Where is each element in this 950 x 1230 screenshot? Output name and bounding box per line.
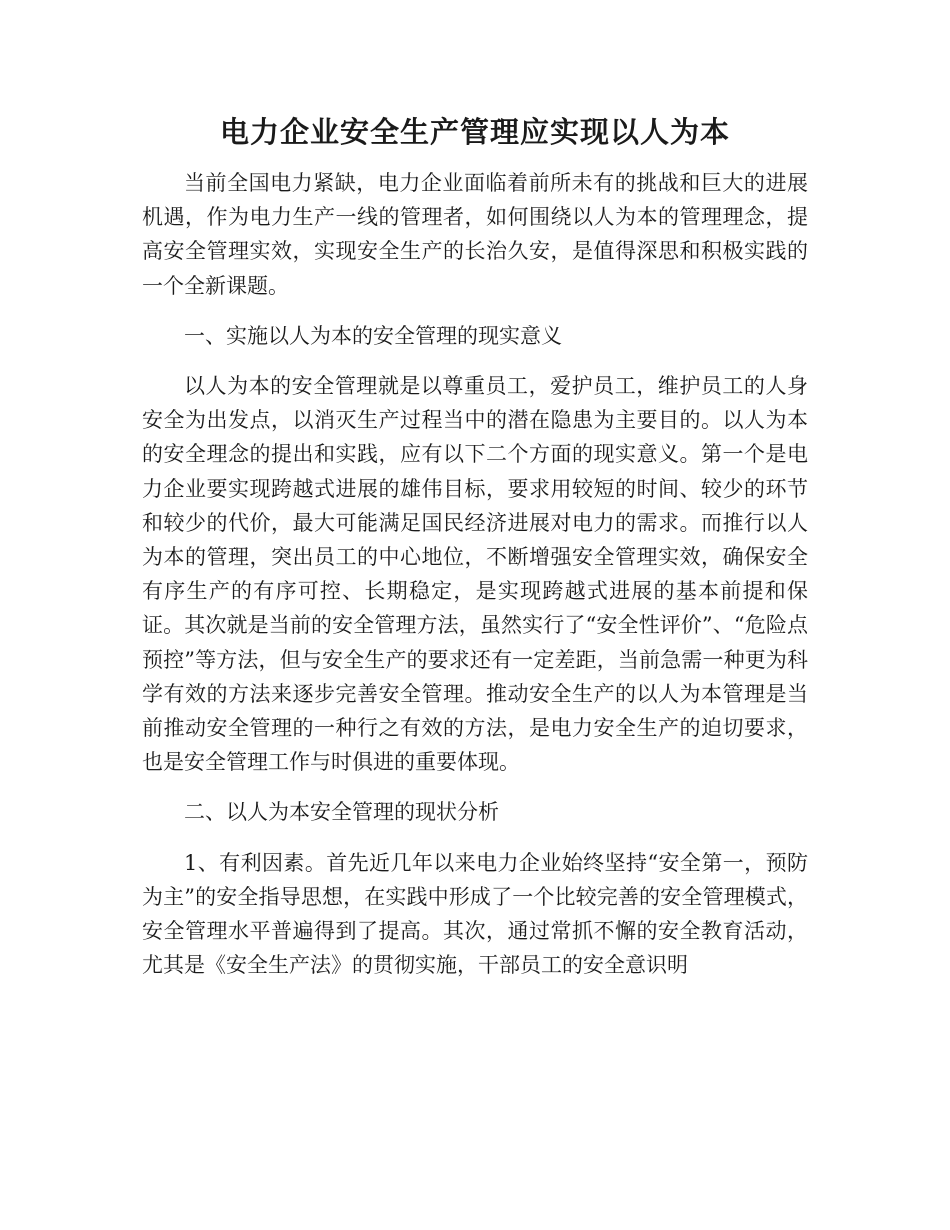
document-body [142,166,808,982]
document-title: 电力企业安全生产管理应实现以人为本 [219,115,730,149]
intro-paragraph: 当前全国电力紧缺，电力企业面临着前所未有的挑战和巨大的进展机遇，作为电力生产一线的管理者，如何围绕以人为本的管理理念，提高安全管理实效，实现安全生产的长治久安，是值得深思和积极实践的一个全新课题。 [142,171,808,298]
section-heading-1: 一、实施以人为本的安全管理的现实意义 [184,323,562,348]
section-2-paragraph: 1、有利因素。首先近几年以来电力企业始终坚持“安全第一，预防为主”的安全指导思想，在实践中形成了一个比较完善的安全管理模式，安全管理水平普遍得到了提高。其次，通过常抓不懈的安全教育活动，尤其是《安全生产法》的贯彻实施，干部员工的安全意识明 [142,850,808,978]
section-1-paragraph: 以人为本的安全管理就是以尊重员工，爱护员工，维护员工的人身安全为出发点，以消灭生产过程当中的潜在隐患为主要目的。以人为本的安全理念的提出和实践，应有以下二个方面的现实意义。第一个是电力企业要实现跨越式进展的雄伟目标，要求用较短的时间、较少的环节和较少的代价，最大可能满足国民经济进展对电力的需求。而推行以人为本的管理，突出员工的中心地位，不断增强安全管理实效，确保安全有序生产的有序可控、长期稳定，是实现跨越式进展的基本前提和保证。其次就是当前的安全管理方法，虽然实行了“安全性评价”、“危险点预控”等方法，但与安全生产的要求还有一定差距，当前急需一种更为科学有效的方法来逐步完善安全管理。推动安全生产的以人为本管理是当前推动安全管理的一种行之有效的方法，是电力安全生产的迫切要求，也是安全管理工作与时俱进的重要体现。 [142,374,808,775]
section-heading-2: 二、以人为本安全管理的现状分析 [184,800,499,825]
